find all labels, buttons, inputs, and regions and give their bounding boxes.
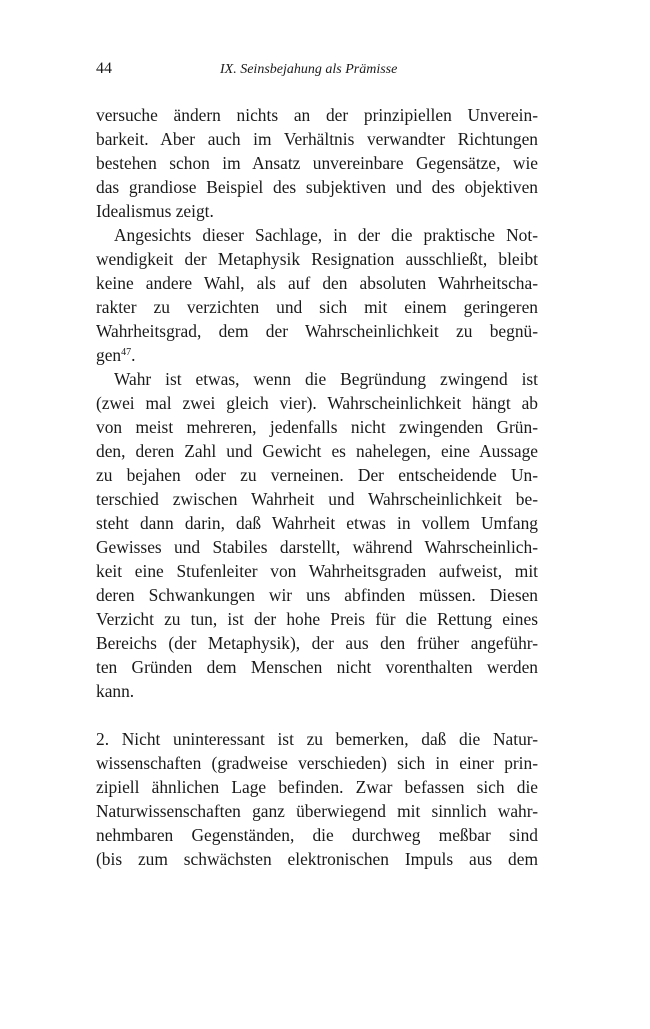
text-line bbox=[96, 295, 538, 319]
text-line-content: rakter zu verzichten und sich mit einem geringeren bbox=[96, 297, 538, 317]
text-line bbox=[96, 679, 538, 703]
text-line-tail: . bbox=[131, 345, 136, 365]
text-line bbox=[96, 223, 538, 247]
text-line bbox=[96, 127, 538, 151]
text-line-content: kann. bbox=[96, 681, 135, 701]
text-line bbox=[96, 415, 538, 439]
running-head: IX. Seinsbejahung als Prämisse bbox=[220, 62, 398, 77]
text-line bbox=[96, 391, 538, 415]
paragraph-gap bbox=[96, 703, 538, 727]
text-line-content: Verzicht zu tun, ist der hohe Preis für die Rettung eines bbox=[96, 609, 538, 629]
text-line-content: bestehen schon im Ansatz unvereinbare Gegensätze, wie bbox=[96, 153, 538, 173]
text-line bbox=[96, 583, 538, 607]
text-line bbox=[96, 319, 538, 343]
text-line-content: Idealismus zeigt. bbox=[96, 201, 214, 221]
text-line-content: keine andere Wahl, als auf den absoluten Wahrheitscha- bbox=[96, 273, 538, 293]
text-line-content: Bereichs (der Metaphysik), der aus den früher angeführ- bbox=[96, 633, 538, 653]
text-line bbox=[96, 559, 538, 583]
text-line bbox=[96, 343, 538, 367]
text-line bbox=[96, 775, 538, 799]
text-line bbox=[96, 751, 538, 775]
text-line bbox=[96, 439, 538, 463]
text-line bbox=[96, 247, 538, 271]
text-line-content: deren Schwankungen wir uns abfinden müssen. Diesen bbox=[96, 585, 538, 605]
text-line-content: nehmbaren Gegenständen, die durchweg meßbar sind bbox=[96, 825, 538, 845]
text-line-content: Naturwissenschaften ganz überwiegend mit sinnlich wahr- bbox=[96, 801, 538, 821]
text-line-content: Angesichts dieser Sachlage, in der die praktische Not- bbox=[114, 225, 538, 245]
text-line-content: ten Gründen dem Menschen nicht vorenthalten werden bbox=[96, 657, 538, 677]
text-line-content: 2. Nicht uninteressant ist zu bemerken, daß die Natur- bbox=[96, 729, 538, 749]
text-line bbox=[96, 271, 538, 295]
text-line bbox=[96, 367, 538, 391]
text-line bbox=[96, 199, 538, 223]
text-line-content: keit eine Stufenleiter von Wahrheitsgraden aufweist, mit bbox=[96, 561, 538, 581]
text-line-content: steht dann darin, daß Wahrheit etwas in vollem Umfang bbox=[96, 513, 538, 533]
text-line bbox=[96, 535, 538, 559]
text-line bbox=[96, 151, 538, 175]
text-line bbox=[96, 727, 538, 751]
text-line bbox=[96, 607, 538, 631]
text-line-content: zipiell ähnlichen Lage befinden. Zwar befassen sich die bbox=[96, 777, 538, 797]
text-line-content: von meist mehreren, jedenfalls nicht zwingenden Grün- bbox=[96, 417, 538, 437]
body-text bbox=[96, 103, 538, 871]
text-line-content: versuche ändern nichts an der prinzipiellen Unverein- bbox=[96, 105, 538, 125]
text-line bbox=[96, 487, 538, 511]
text-line bbox=[96, 799, 538, 823]
text-line-content: gen bbox=[96, 345, 122, 365]
text-line-content: (bis zum schwächsten elektronischen Impuls aus dem bbox=[96, 849, 538, 869]
page-number: 44 bbox=[96, 60, 112, 77]
text-line bbox=[96, 631, 538, 655]
text-line-content: Gewisses und Stabiles darstellt, während Wahrscheinlich- bbox=[96, 537, 538, 557]
text-line-content: wendigkeit der Metaphysik Resignation ausschließt, bleibt bbox=[96, 249, 538, 269]
text-line-content: Wahrheitsgrad, dem der Wahrscheinlichkeit zu begnü- bbox=[96, 321, 538, 341]
text-line bbox=[96, 511, 538, 535]
text-line-content: terschied zwischen Wahrheit und Wahrscheinlichkeit be- bbox=[96, 489, 538, 509]
text-line bbox=[96, 463, 538, 487]
text-line bbox=[96, 823, 538, 847]
text-line-content: zu bejahen oder zu verneinen. Der entscheidende Un- bbox=[96, 465, 538, 485]
text-line bbox=[96, 175, 538, 199]
text-line bbox=[96, 103, 538, 127]
text-line bbox=[96, 655, 538, 679]
text-line-content: das grandiose Beispiel des subjektiven und des objektiven bbox=[96, 177, 538, 197]
text-line-content: den, deren Zahl und Gewicht es nahelegen, eine Aussage bbox=[96, 441, 538, 461]
text-line-content: wissenschaften (gradweise verschieden) sich in einer prin- bbox=[96, 753, 538, 773]
text-line-content: barkeit. Aber auch im Verhältnis verwandter Richtungen bbox=[96, 129, 538, 149]
text-line bbox=[96, 847, 538, 871]
footnote-marker[interactable]: 47 bbox=[121, 347, 132, 358]
text-line-content: Wahr ist etwas, wenn die Begründung zwingend ist bbox=[114, 369, 538, 389]
text-line-content: (zwei mal zwei gleich vier). Wahrscheinlichkeit hängt ab bbox=[96, 393, 538, 413]
